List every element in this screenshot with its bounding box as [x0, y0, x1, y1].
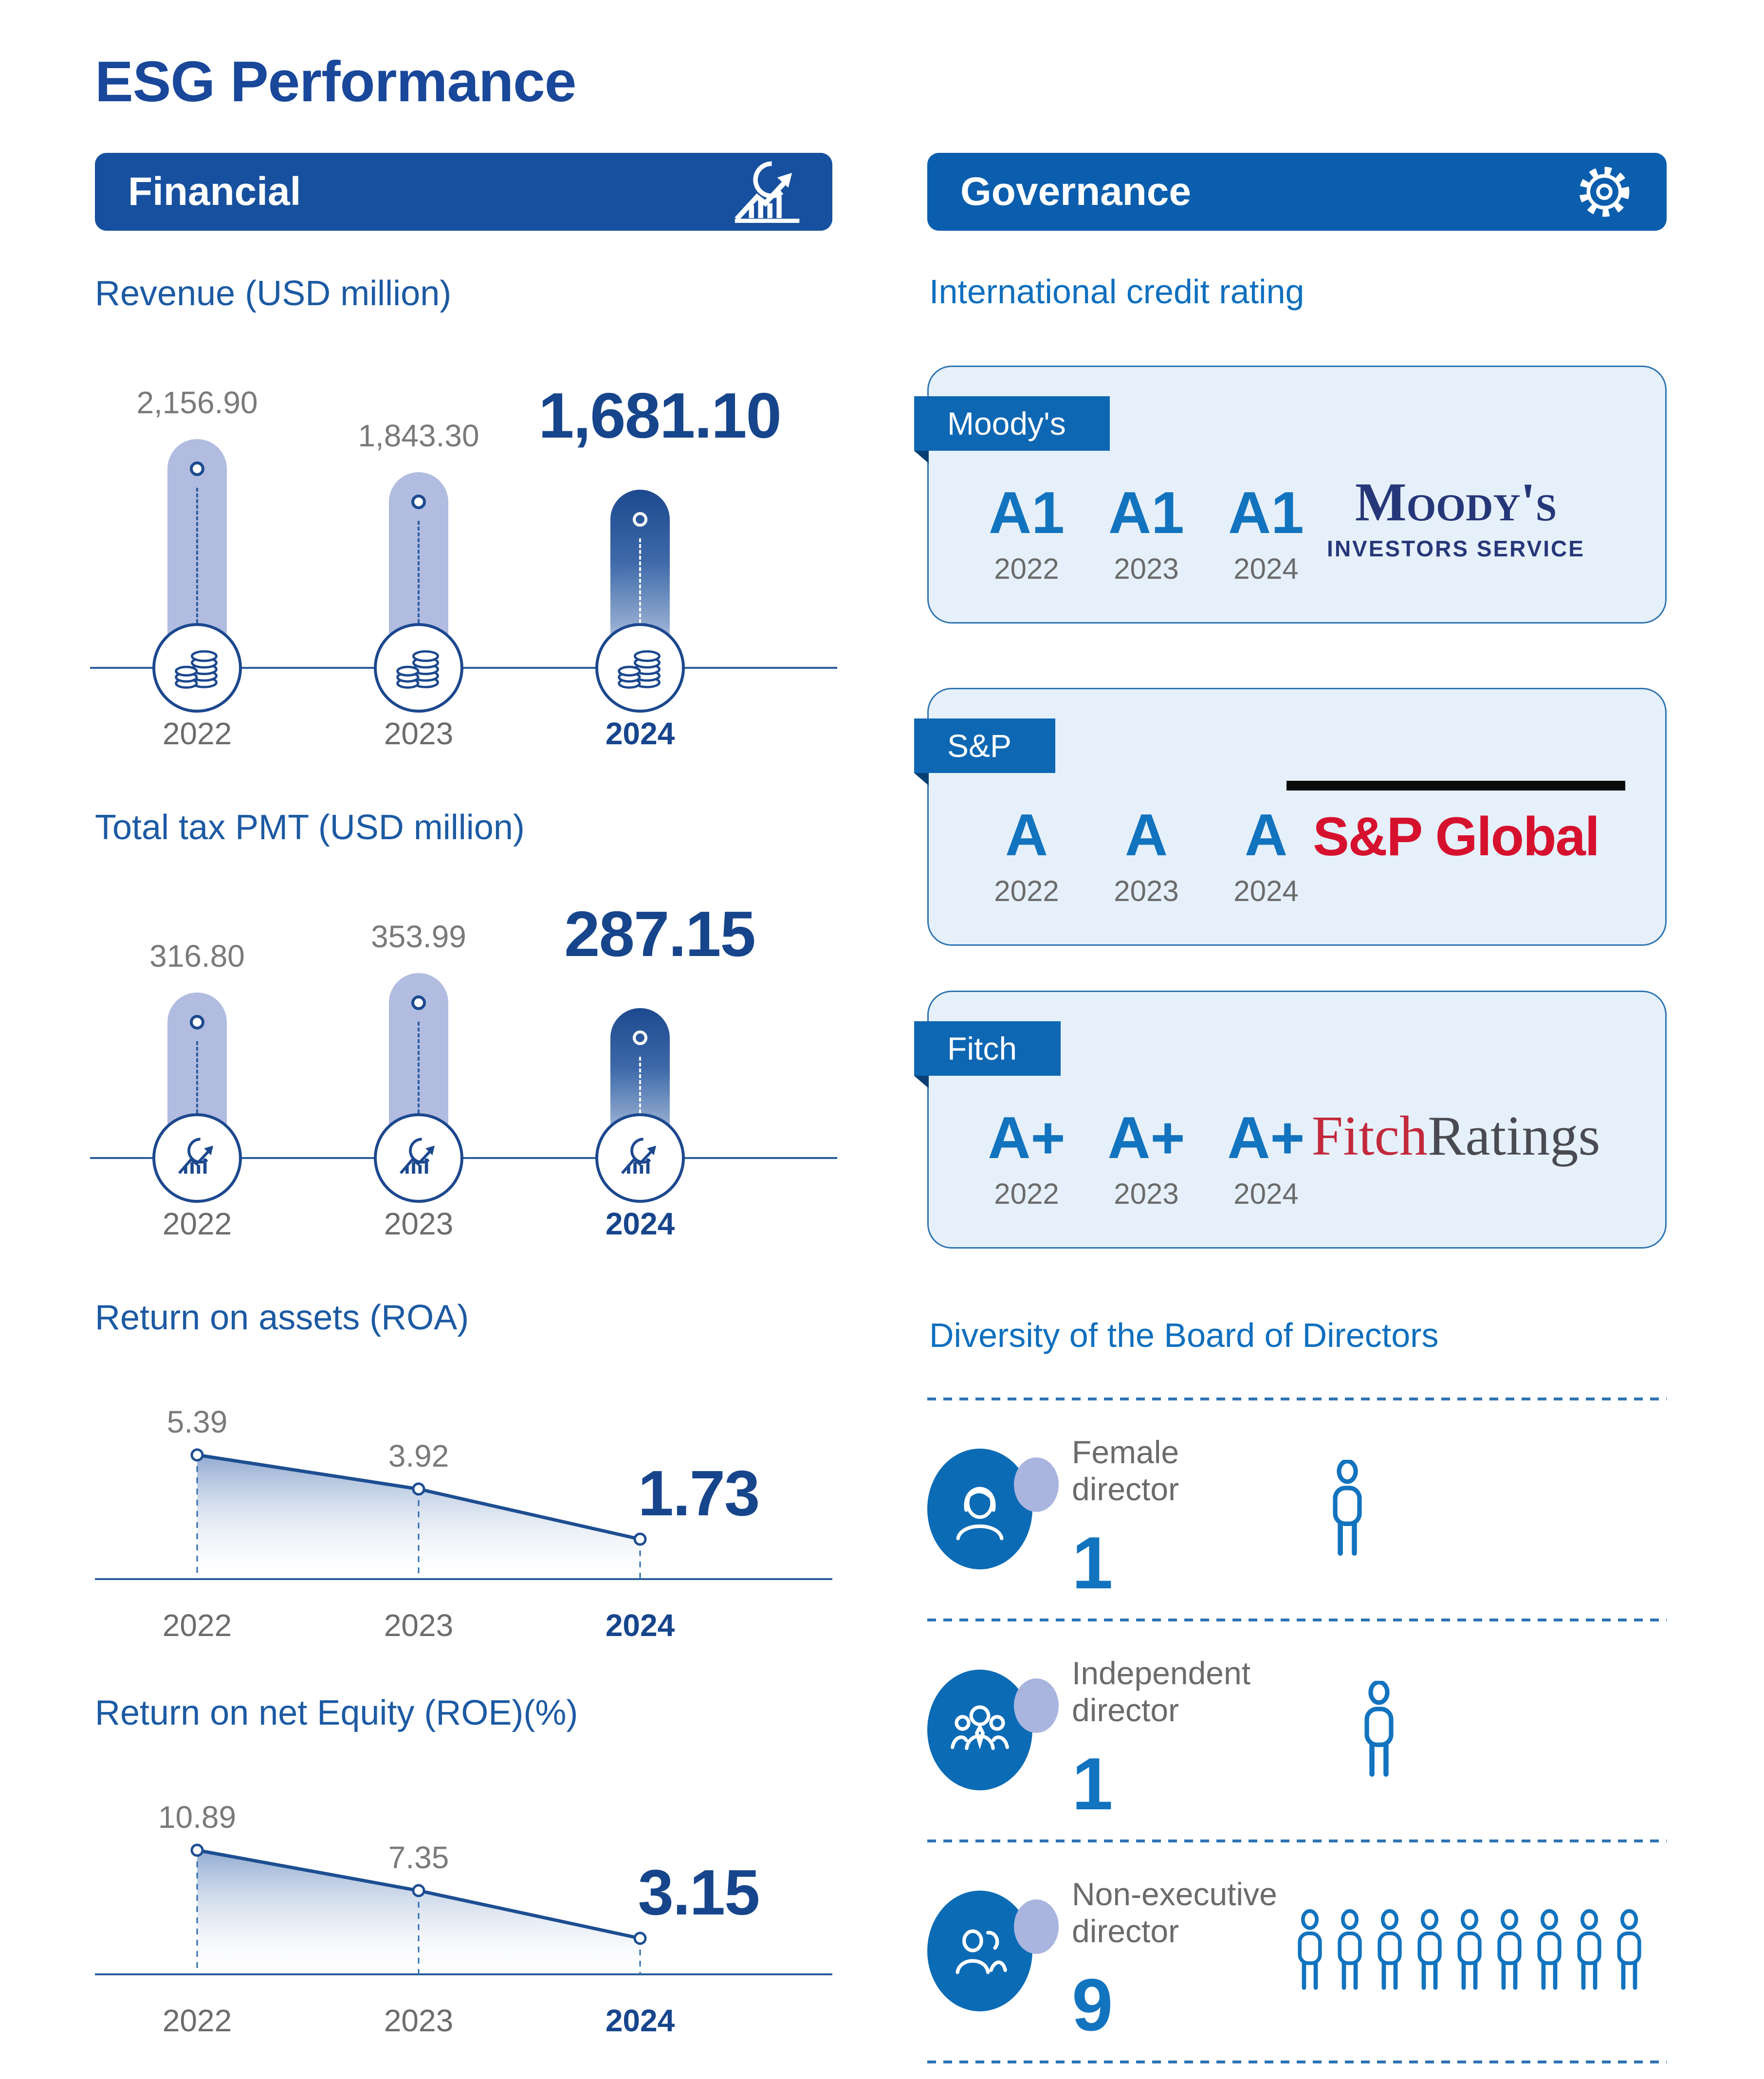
rating-2023 [1086, 479, 1206, 586]
dashed-connector [196, 488, 198, 623]
rating-year: 2023 [1114, 875, 1179, 907]
non-executive-director-count: 9 [1072, 1964, 1113, 2046]
highlight-value-label: 3.15 [638, 1857, 759, 1928]
fitch-logo-subword: Ratings [1428, 1105, 1600, 1167]
independent-director-pictograms [1270, 1681, 1667, 1781]
content-columns [95, 153, 1669, 2063]
value-label: 1,843.30 [358, 418, 479, 453]
avatar-accent-dot [1014, 1457, 1059, 1512]
rating-2022 [967, 479, 1086, 586]
rating-year: 2023 [1114, 552, 1179, 585]
revenue-lollipop-chart [95, 342, 832, 773]
chart-arrow-icon [595, 1113, 685, 1203]
rating-2023 [1086, 802, 1206, 908]
rating-value: A1 [1228, 479, 1304, 546]
rating-year: 2024 [1233, 552, 1299, 585]
data-point-marker [411, 495, 426, 509]
group-avatar-icon [927, 1670, 1051, 1791]
value-label: 7.35 [388, 1840, 449, 1875]
dashed-connector [196, 1041, 198, 1113]
rating-year: 2022 [994, 875, 1059, 907]
year-label: 2022 [162, 716, 232, 751]
financial-section [95, 153, 832, 2053]
year-label: 2022 [162, 1206, 232, 1241]
avatar-accent-dot [1014, 1678, 1059, 1733]
chart-arrow-icon [152, 1113, 242, 1203]
year-label: 2023 [384, 1608, 454, 1643]
roa-area-chart [95, 1366, 832, 1658]
value-label: 5.39 [166, 1404, 228, 1439]
chart-block-roa [95, 1298, 832, 1658]
roa-chart-title: Return on assets (ROA) [95, 1298, 469, 1337]
female-avatar-icon [927, 1449, 1051, 1570]
person-pictogram-icon [1333, 1906, 1367, 1997]
rating-value: A+ [1107, 1104, 1185, 1171]
tax-chart-title: Total tax PMT (USD million) [95, 808, 525, 847]
person-pictogram-icon [1359, 1681, 1399, 1781]
credit-rating-subtitle: International credit rating [929, 273, 1305, 311]
rating-value: A [1005, 802, 1048, 868]
governance-header-label: Governance [960, 169, 1191, 214]
independent-director-count: 1 [1072, 1743, 1113, 1825]
rating-value: A+ [1227, 1104, 1305, 1171]
dashed-connector [418, 1022, 420, 1113]
data-point-marker [190, 1015, 204, 1030]
year-label: 2022 [162, 2003, 232, 2038]
fitch-ratings-logo [1280, 1105, 1632, 1167]
sp-logo-wordmark: S&P Global [1313, 806, 1599, 867]
chart-block-revenue [95, 274, 832, 773]
governance-section [927, 153, 1667, 2063]
coins-icon [374, 623, 463, 713]
person-pictogram-icon [1293, 1906, 1327, 1997]
data-point-marker [411, 995, 426, 1010]
female-director-count: 1 [1072, 1522, 1113, 1604]
value-label: 316.80 [149, 938, 245, 974]
tax-lollipop-chart [95, 876, 832, 1263]
financial-header-label: Financial [128, 169, 301, 214]
person-pictogram-icon [1327, 1460, 1368, 1560]
financial-charts [95, 274, 832, 2053]
non-executive-director-label: Non-executive director [1072, 1876, 1277, 1949]
governance-header [927, 153, 1667, 231]
sp-tag [914, 718, 1055, 773]
rating-card-fitch [927, 991, 1667, 1249]
non-executive-director-pictograms [1293, 1906, 1667, 1997]
moodys-logo [1280, 472, 1632, 562]
person-pictogram-icon [1612, 1906, 1646, 1997]
page-title: ESG Performance [95, 50, 576, 114]
sp-tag-label: S&P [947, 728, 1012, 764]
dashed-divider [927, 2061, 1667, 2063]
year-label: 2024 [605, 1206, 675, 1241]
person-pictogram-icon [1413, 1906, 1447, 1997]
rating-card-moodys [927, 366, 1667, 624]
rating-card-sp [927, 688, 1667, 946]
person-pictogram-icon [1452, 1906, 1487, 1997]
rating-value: A1 [989, 479, 1065, 546]
fitch-tag-label: Fitch [947, 1030, 1017, 1067]
moodys-logo-subtext: INVESTORS SERVICE [1327, 536, 1585, 561]
rating-year: 2022 [994, 1177, 1059, 1210]
female-director-label: Female director [1072, 1434, 1179, 1507]
highlight-value-label: 287.15 [564, 898, 755, 970]
rating-year: 2022 [994, 552, 1059, 585]
value-label: 10.89 [158, 1800, 237, 1835]
person-pictogram-icon [1532, 1906, 1566, 1997]
moodys-tag-label: Moody's [947, 405, 1066, 442]
coins-icon [595, 623, 685, 713]
value-label: 353.99 [371, 919, 466, 954]
year-label: 2024 [605, 1608, 675, 1643]
highlight-value-label: 1.73 [638, 1457, 759, 1529]
sp-ratings [967, 802, 1326, 908]
female-director-pictograms [1238, 1460, 1667, 1560]
year-label: 2023 [384, 716, 454, 751]
rating-value: A1 [1108, 479, 1184, 546]
moodys-tag [914, 396, 1110, 451]
gear-icon [1570, 158, 1638, 226]
rating-2022 [967, 802, 1086, 908]
revenue-chart-title: Revenue (USD million) [95, 274, 452, 313]
year-label: 2023 [384, 1206, 454, 1241]
diversity-title: Diversity of the Board of Directors [929, 1316, 1439, 1354]
value-label: 2,156.90 [136, 385, 258, 420]
data-point-marker [633, 512, 647, 527]
data-point-marker [190, 461, 204, 476]
people-avatar-icon [927, 1891, 1051, 2012]
rating-year: 2023 [1114, 1177, 1179, 1210]
fitch-tag [914, 1021, 1061, 1076]
chart-block-roe [95, 1693, 832, 2053]
rating-2022 [967, 1104, 1086, 1211]
chart-arrow-icon [374, 1113, 463, 1203]
diversity-row-female [927, 1400, 1667, 1619]
independent-director-label: Independent director [1072, 1655, 1251, 1728]
coins-icon [152, 623, 242, 713]
roe-area-chart [95, 1761, 832, 2053]
chart-block-tax [95, 808, 832, 1263]
highlight-value-label: 1,681.10 [538, 380, 781, 451]
avatar-accent-dot [1014, 1899, 1059, 1954]
fitch-logo-wordmark: Fitch [1311, 1105, 1428, 1167]
rating-2023 [1086, 1104, 1206, 1211]
roe-chart-title: Return on net Equity (ROE)(%) [95, 1693, 578, 1732]
financial-header [95, 153, 832, 231]
moodys-ratings [967, 479, 1326, 586]
dashed-connector [639, 1057, 641, 1113]
sp-logo-rule [1286, 781, 1625, 791]
growth-chart-icon [730, 157, 804, 226]
diversity-row-independent [927, 1621, 1667, 1840]
value-label: 3.92 [388, 1438, 449, 1473]
person-pictogram-icon [1572, 1906, 1606, 1997]
year-label: 2022 [162, 1608, 232, 1643]
person-pictogram-icon [1492, 1906, 1526, 1997]
year-label: 2024 [605, 716, 675, 751]
sp-global-logo [1280, 781, 1632, 868]
year-label: 2023 [384, 2003, 454, 2038]
fitch-ratings [967, 1104, 1326, 1211]
rating-year: 2024 [1233, 875, 1299, 907]
rating-value: A [1124, 802, 1168, 868]
rating-value: A+ [988, 1104, 1066, 1171]
person-pictogram-icon [1373, 1906, 1407, 1997]
data-point-marker [633, 1030, 647, 1045]
dashed-connector [639, 538, 641, 623]
moodys-logo-wordmark: Moody's [1355, 472, 1557, 533]
rating-year: 2024 [1233, 1177, 1299, 1210]
year-label: 2024 [605, 2003, 675, 2038]
dashed-connector [418, 521, 420, 623]
diversity-row-non-executive [927, 1842, 1667, 2061]
rating-value: A [1244, 802, 1288, 868]
